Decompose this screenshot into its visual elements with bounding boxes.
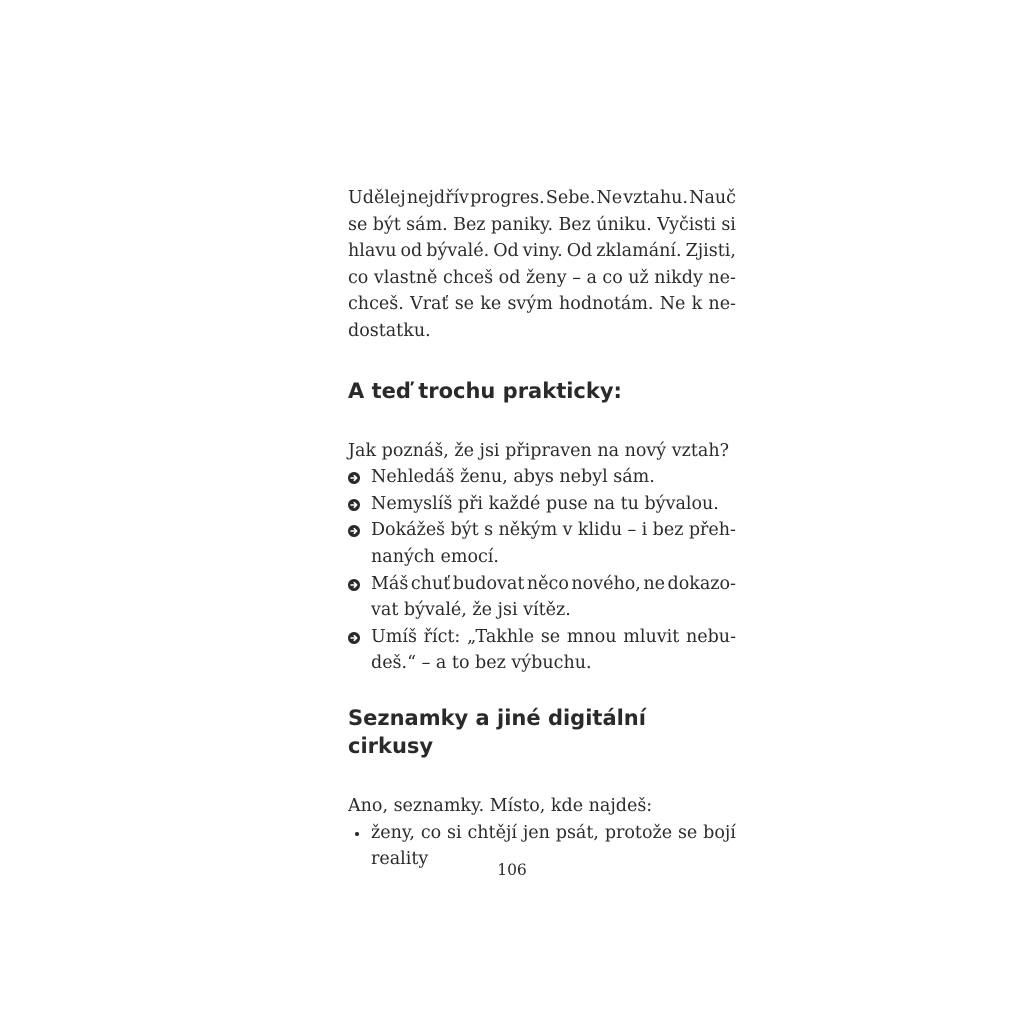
word: Dokážeš [371, 520, 446, 541]
circled-arrow-icon [348, 632, 360, 644]
word: co [348, 267, 369, 288]
dating-intro: Ano, seznamky. Místo, kde najdeš: [348, 795, 653, 816]
word: Vrať [410, 294, 449, 315]
word: bývalé. [426, 241, 490, 262]
word: něco [526, 573, 569, 594]
word: svým [507, 294, 553, 315]
readiness-question: Jak poznáš, že jsi připraven na nový vztah? [348, 440, 729, 461]
text-column [348, 185, 736, 873]
word: co [420, 822, 442, 843]
word: nového, [571, 573, 641, 594]
word: nejdřív [406, 188, 469, 208]
list-item [348, 464, 736, 491]
list-item [348, 517, 736, 570]
word: ne- [708, 267, 736, 288]
word: progres. [470, 188, 545, 208]
list-item [348, 624, 736, 677]
word: bojí [703, 822, 736, 843]
word: Sebe. [545, 188, 596, 208]
word: Od [566, 241, 593, 262]
word: říct: [423, 626, 461, 647]
word: někým [498, 520, 558, 541]
word: mluvit [623, 626, 680, 647]
word: být [450, 520, 479, 541]
word: se [540, 626, 561, 647]
word: „Takhle [467, 626, 535, 647]
word: se [348, 214, 368, 235]
paragraph-line: dostatku. [348, 320, 431, 341]
word: chceš [442, 267, 494, 288]
word: Od [493, 241, 519, 262]
word: Bez [558, 214, 591, 235]
word: i [641, 520, 648, 541]
word: protože [604, 822, 673, 843]
word: a [586, 267, 597, 288]
word: – [572, 267, 581, 288]
word: paniky. [490, 214, 554, 235]
readiness-checklist [348, 464, 736, 677]
page-number: 106 [497, 861, 527, 879]
intro-paragraph [348, 185, 736, 345]
word: psát, [555, 822, 599, 843]
list-item-line: Nehledáš ženu, abys nebyl sám. [371, 467, 655, 488]
word: Bez [453, 214, 486, 235]
word: Udělej [348, 188, 406, 208]
word: od [498, 267, 521, 288]
word: s [484, 520, 494, 541]
list-item-line: vat bývalé, že jsi vítěz. [371, 600, 571, 621]
section-heading-dating: Seznamky a jiné digitální cirkusy [348, 705, 646, 758]
list-item-line: Nemyslíš při každé puse na tu bývalou. [371, 493, 719, 514]
word: Vyčisti [657, 214, 716, 235]
word: co [602, 267, 623, 288]
paragraph-line [348, 265, 736, 292]
word: klidu [577, 520, 623, 541]
word: ženy, [371, 822, 415, 843]
word: od [400, 241, 423, 262]
word: zklamání. [596, 241, 682, 262]
word: vztahu. [623, 188, 688, 208]
word: nebu- [685, 626, 736, 647]
word: mnou [566, 626, 617, 647]
word: už [628, 267, 649, 288]
word: ženy [525, 267, 567, 288]
list-item-line [371, 820, 736, 847]
circled-arrow-icon [348, 472, 360, 484]
word: chtějí [467, 822, 517, 843]
word: si [721, 214, 736, 235]
list-item [348, 571, 736, 624]
word: ke [480, 294, 502, 315]
word: jen [522, 822, 550, 843]
word: Umíš [371, 626, 417, 647]
list-item-line [371, 517, 736, 544]
section-heading-practical: A teď trochu prakticky: [348, 378, 622, 403]
word: Nauč [689, 188, 736, 208]
word: úniku. [596, 214, 652, 235]
list-item-line [371, 571, 736, 598]
word: Ne [596, 188, 623, 208]
word: – [627, 520, 637, 541]
list-item-line [371, 624, 736, 651]
word: sám. [406, 214, 448, 235]
word: ne [643, 573, 665, 594]
word: viny. [522, 241, 563, 262]
word: přeh- [688, 520, 736, 541]
list-item [348, 491, 736, 518]
word: k [691, 294, 703, 315]
word: hlavu [348, 241, 397, 262]
word: Ne [659, 294, 686, 315]
word: hodnotám. [559, 294, 654, 315]
list-item-line: deš.“ – a to bez výbuchu. [371, 653, 592, 674]
list-item-line: reality [371, 849, 429, 870]
word: ne- [708, 294, 736, 315]
list-item-line: naných emocí. [371, 546, 499, 567]
paragraph-line [348, 238, 736, 265]
word: chceš. [348, 294, 404, 315]
word: chuť [410, 573, 451, 594]
circled-arrow-icon [348, 579, 360, 591]
bullet-dot-icon [355, 832, 359, 836]
paragraph-line [348, 291, 736, 318]
word: se [677, 822, 698, 843]
word: být [372, 214, 401, 235]
word: nikdy [654, 267, 703, 288]
word: si [447, 822, 462, 843]
word: bez [652, 520, 684, 541]
word: Zjisti, [685, 241, 736, 262]
circled-arrow-icon [348, 499, 360, 511]
word: budovat [452, 573, 525, 594]
word: se [454, 294, 475, 315]
paragraph-line [348, 212, 736, 239]
word: Máš [371, 573, 409, 594]
word: v [562, 520, 573, 541]
circled-arrow-icon [348, 525, 360, 537]
word: dokazo- [667, 573, 736, 594]
word: vlastně [373, 267, 438, 288]
paragraph-line [348, 185, 736, 212]
